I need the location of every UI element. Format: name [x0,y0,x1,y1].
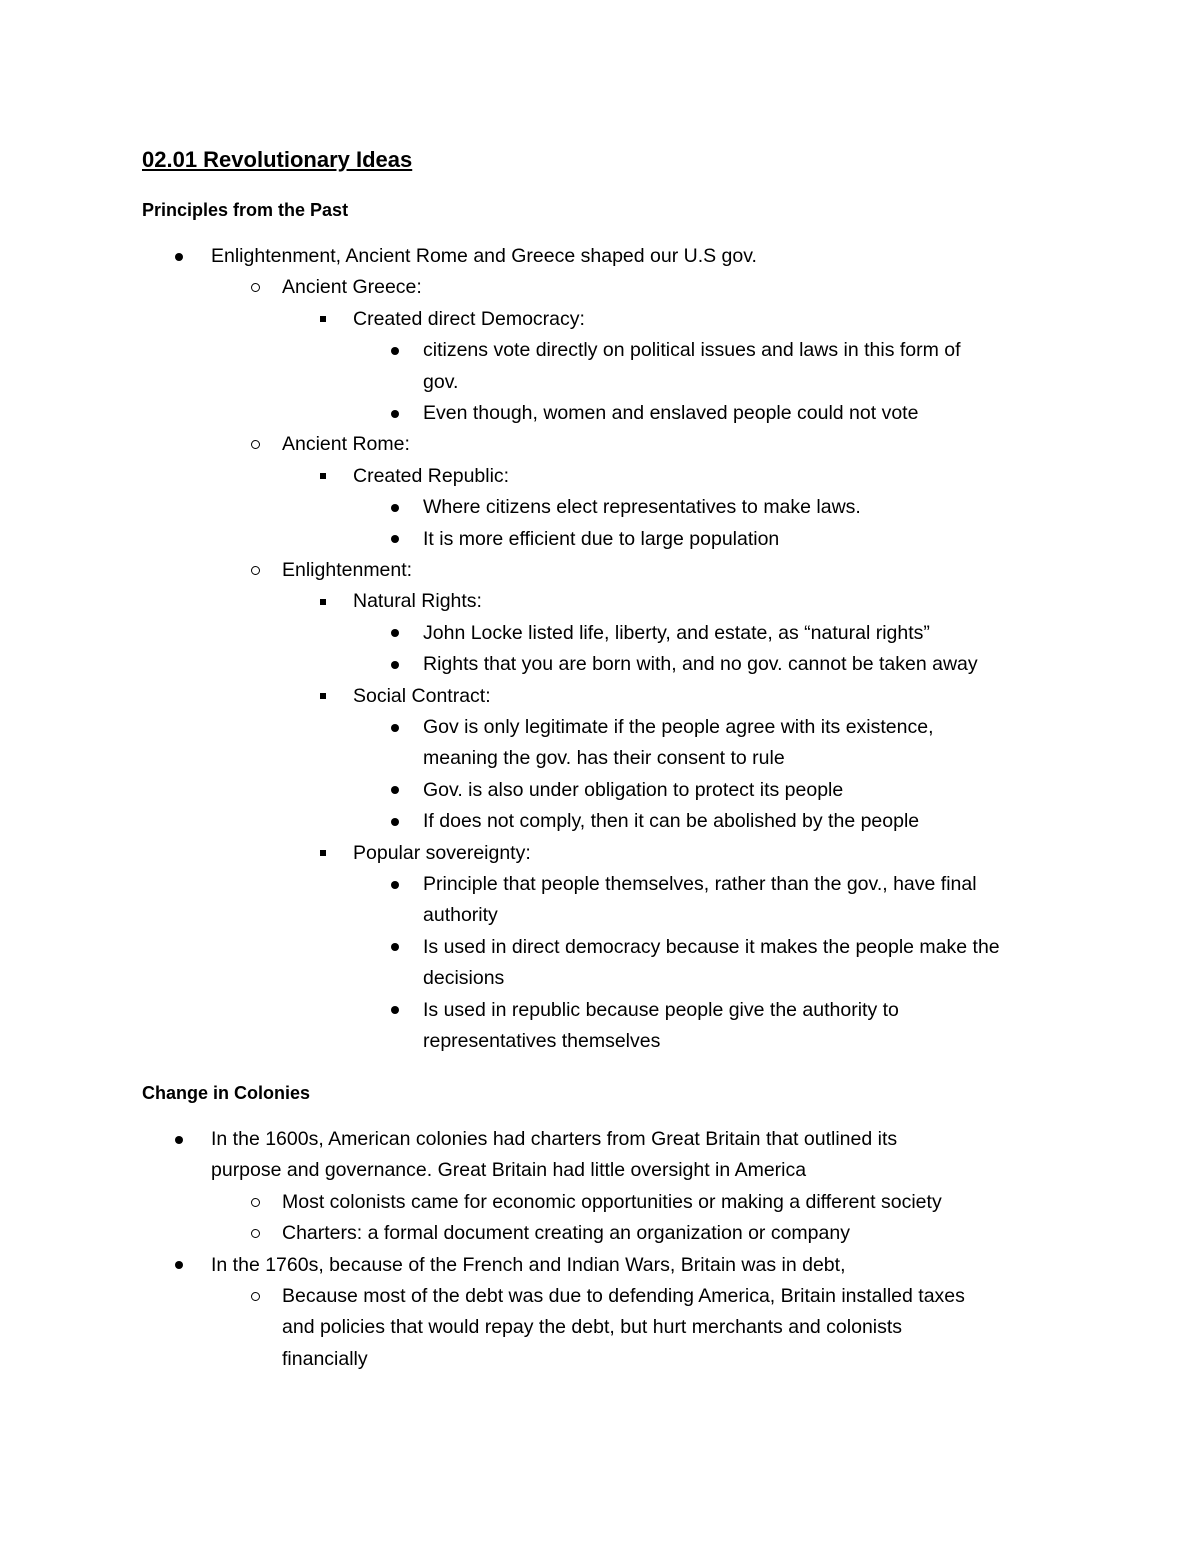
circle-bullet-icon [248,429,262,460]
square-bullet-icon [316,681,330,712]
disc-bullet-icon [172,1250,186,1281]
list-item: gov. [423,370,459,393]
square-bullet-icon [316,461,330,492]
disc-bullet-icon [388,869,402,900]
list-item: Where citizens elect representatives to make laws. [423,496,861,519]
list-item: financially [282,1347,368,1370]
disc-bullet-icon [388,618,402,649]
list-item: Created Republic: [353,464,510,487]
disc-bullet-icon [172,1124,186,1155]
list-item: It is more efficient due to large population [423,527,780,550]
list-item: Ancient Greece: [282,276,422,299]
list-item: authority [423,904,498,927]
list-item: Enlightenment: [282,559,413,581]
disc-bullet-icon [388,398,402,429]
list-item: Even though, women and enslaved people could not vote [423,402,919,424]
list-item: In the 1600s, American colonies had charters from Great Britain that outlined its [211,1128,898,1150]
list-item: and policies that would repay the debt, but hurt merchants and colonists [282,1316,903,1339]
list-item: Ancient Rome: [282,433,410,456]
list-item: Popular sovereignty: [353,841,531,864]
list-item: Because most of the debt was due to defending America, Britain installed taxes [282,1285,965,1307]
list-item: Social Contract: [353,684,491,707]
circle-bullet-icon [248,1281,262,1312]
list-item: Rights that you are born with, and no gov. cannot be taken away [423,653,978,676]
circle-bullet-icon [248,1187,262,1218]
list-item: Is used in republic because people give the authority to [423,998,899,1021]
list-item: meaning the gov. has their consent to rule [423,747,785,770]
circle-bullet-icon [248,272,262,303]
list-item: John Locke listed life, liberty, and estate, as “natural rights” [423,621,930,644]
list-item: Most colonists came for economic opportunities or making a different society [282,1190,942,1213]
disc-bullet-icon [388,524,402,555]
disc-bullet-icon [388,932,402,963]
list-item: purpose and governance. Great Britain had little oversight in America [211,1159,807,1182]
disc-bullet-icon [172,241,186,272]
list-item: Is used in direct democracy because it makes the people make the [423,935,1000,958]
list-item: Natural Rights: [353,590,482,613]
section-heading: Change in Colonies [142,1083,311,1103]
list-item: Charters: a formal document creating an organization or company [282,1222,850,1245]
list-item: Enlightenment, Ancient Rome and Greece shaped our U.S gov. [211,245,757,267]
disc-bullet-icon [388,335,402,366]
list-item: Gov is only legitimate if the people agree with its existence, [423,716,934,738]
disc-bullet-icon [388,995,402,1026]
disc-bullet-icon [388,492,402,523]
list-item: In the 1760s, because of the French and Indian Wars, Britain was in debt, [211,1253,846,1276]
circle-bullet-icon [248,1218,262,1249]
square-bullet-icon [316,586,330,617]
list-item: Created direct Democracy: [353,307,585,330]
disc-bullet-icon [388,775,402,806]
square-bullet-icon [316,304,330,335]
disc-bullet-icon [388,649,402,680]
square-bullet-icon [316,838,330,869]
disc-bullet-icon [388,712,402,743]
list-item: representatives themselves [423,1030,661,1052]
list-item: If does not comply, then it can be abolished by the people [423,810,920,833]
section-heading: Principles from the Past [142,200,349,220]
document-title: 02.01 Revolutionary Ideas [142,147,413,172]
list-item: citizens vote directly on political issues and laws in this form of [423,339,961,362]
disc-bullet-icon [388,806,402,837]
list-item: decisions [423,967,505,990]
list-item: Gov. is also under obligation to protect its people [423,778,844,801]
circle-bullet-icon [248,555,262,586]
list-item: Principle that people themselves, rather than the gov., have final [423,873,977,895]
